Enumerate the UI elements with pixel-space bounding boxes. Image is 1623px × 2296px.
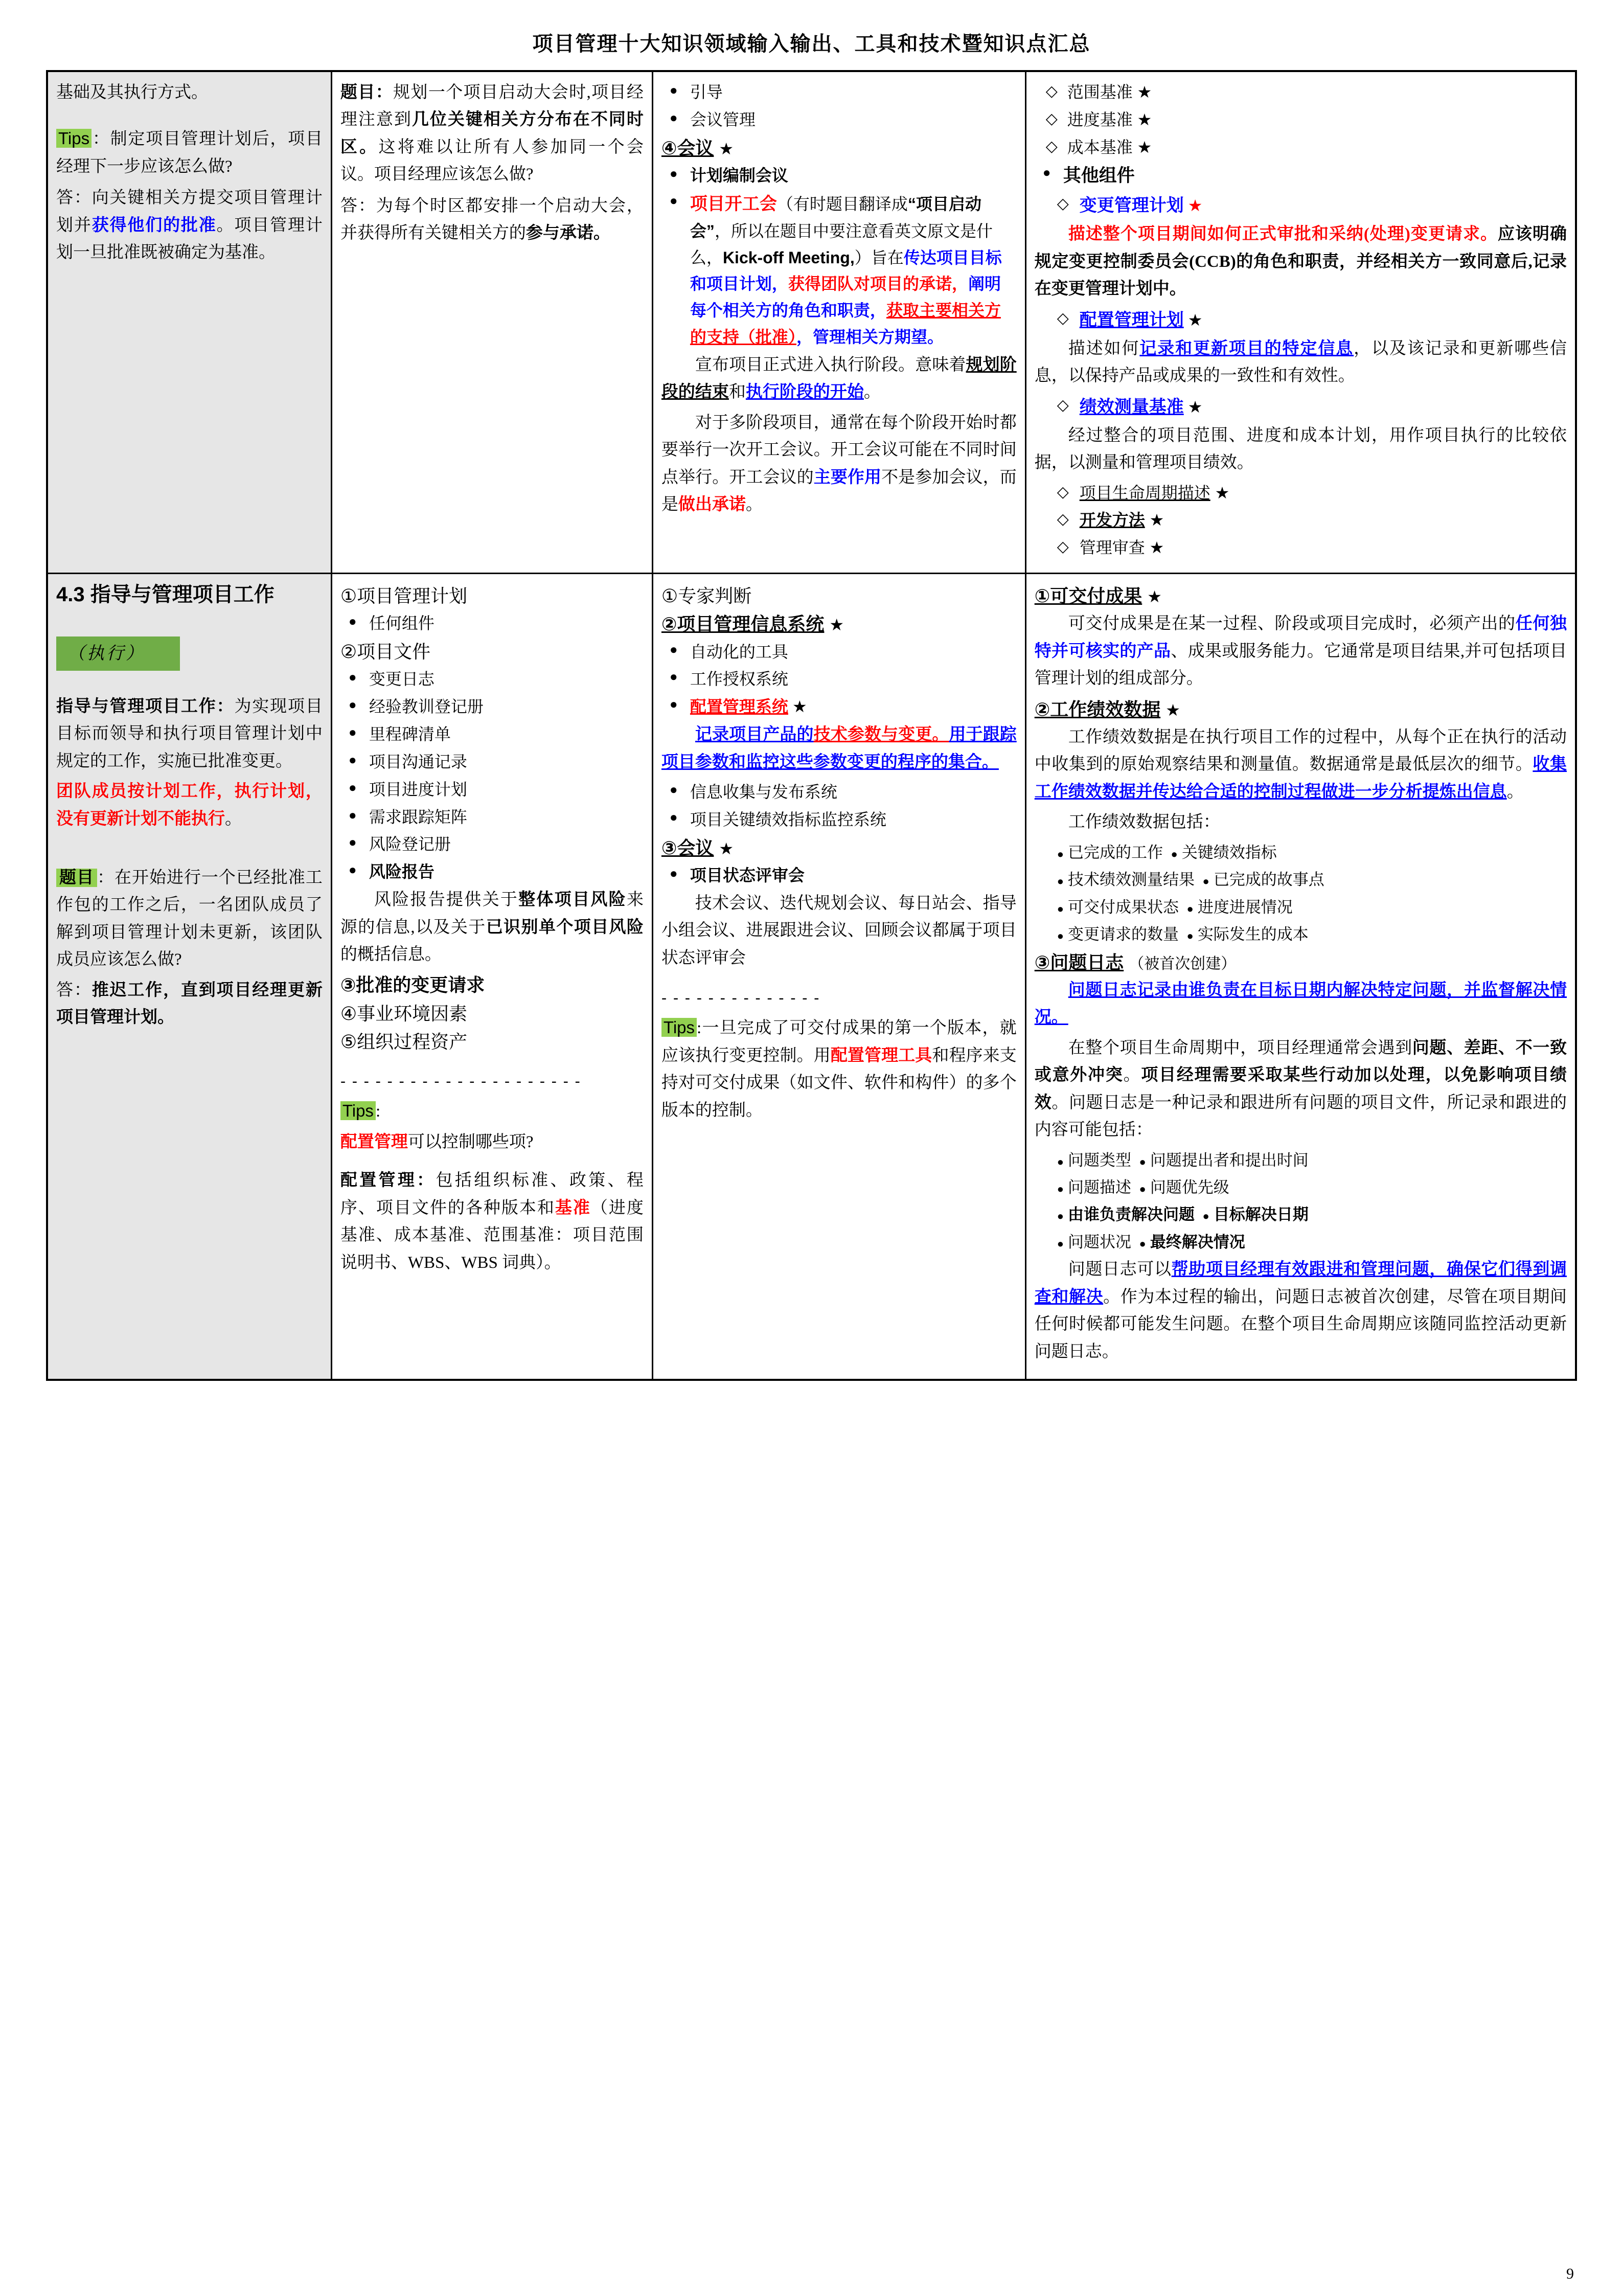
question-text: ：在开始进行一个已经批准工作包的工作之后，一名团队成员了解到项目管理计划未更新，该团队成员应该怎么做? <box>56 869 323 969</box>
answer-block <box>56 977 323 1032</box>
list-item: ● 经验教训登记册 <box>340 694 644 720</box>
list-item: ● 自动化的工具 <box>661 639 1017 666</box>
star-icon: ★ <box>1187 397 1203 416</box>
baseline-label: 范围基准 <box>1067 83 1133 101</box>
declare-paragraph <box>661 352 1017 406</box>
list-item: ● 风险登记册 <box>340 831 644 858</box>
meeting-bullet-list <box>661 163 1017 189</box>
issue-left: ● 由谁负责解决问题 <box>1057 1206 1195 1223</box>
definition-title: 指导与管理项目工作： <box>56 697 235 716</box>
tool-2-label: ②项目管理信息系统 <box>661 613 825 635</box>
input-item-1: ①项目管理计划 <box>340 585 468 607</box>
out2-desc-blue: 收集工作绩效数据并传达给合适的控制过程做进一步分析提炼出信息 <box>1034 755 1567 801</box>
config-body-post: （进度基准、成本基准、范围基准：项目范围说明书、WBS、WBS 词典）。 <box>340 1198 644 1272</box>
config-desc-pre: 描述如何 <box>1068 339 1140 358</box>
kickoff-red-2: 获取主要相关方的支持（批准） <box>690 301 1001 347</box>
tools-bullet-list <box>661 79 1017 133</box>
change-mgmt-block <box>1035 192 1567 220</box>
issue-right: ● 最终解决情况 <box>1139 1233 1245 1251</box>
tips-question: ：制定项目管理计划后，项目经理下一步应该怎么做? <box>56 130 323 176</box>
question-label: 题目： <box>340 83 394 102</box>
input-item-3: ③批准的变更请求 <box>340 974 485 996</box>
wpd-right: ● 实际发生的成本 <box>1187 925 1309 943</box>
risk-desc-post: 的概括信息。 <box>340 945 442 964</box>
list-item <box>1057 839 1567 866</box>
issue-log-content-list <box>1035 1147 1567 1256</box>
list-item <box>1057 1229 1567 1255</box>
star-icon: ★ <box>1165 700 1180 719</box>
question-paragraph <box>340 79 644 189</box>
pmis-sublist-2 <box>661 779 1017 833</box>
star-icon: ★ <box>1147 587 1162 606</box>
meeting-desc: 技术会议、迭代规划会议、每日站会、指导小组会议、进展跟进会议、回顾会议都属于项目状态评审会 <box>661 894 1017 967</box>
kickoff-note-mid: ，所以在题目中要注意看英文原文是什么， <box>690 221 993 267</box>
tips-badge: Tips <box>340 1101 376 1120</box>
list-item <box>1035 134 1567 161</box>
issue-left: ● 问题状况 <box>1057 1233 1131 1251</box>
out2-desc-post: 。 <box>1506 782 1524 801</box>
config-body-red: 基准 <box>555 1198 591 1217</box>
row1-col3-cell <box>652 71 1025 574</box>
tips-question <box>340 1129 644 1156</box>
issue-log-blue-text: 问题日志记录由谁负责在目标日期内解决特定问题，并监督解决情况。 <box>1034 981 1567 1027</box>
pmis-sublist <box>661 639 1017 720</box>
list-item: ● 信息收集与发布系统 <box>661 779 1017 806</box>
risk-desc-pre: 风险报告提供关于 <box>374 891 519 910</box>
input-item-4: ④事业环境因素 <box>340 1003 468 1024</box>
question-badge: 题目 <box>56 869 97 887</box>
kickoff-red-label: 项目开工会 <box>690 194 777 214</box>
change-mgmt-red: 描述整个项目期间如何正式审批和采纳(处理)变更请求。 <box>1068 225 1498 244</box>
star-icon: ★ <box>792 697 807 716</box>
change-mgmt-label: 变更管理计划 <box>1079 196 1184 216</box>
risk-desc-bold-1: 整体项目风险 <box>518 891 627 910</box>
out3-para-bold-1: 问题、差距、不一致或意外冲突 <box>1034 1038 1567 1085</box>
list-item: ● 计划编制会议 <box>661 163 1017 189</box>
config-desc-blue: 记录和更新项目的特定信息 <box>1139 339 1354 358</box>
star-icon: ★ <box>719 139 734 158</box>
content-grid <box>46 70 1577 1381</box>
issue-right: ● 问题提出者和提出时间 <box>1139 1151 1309 1169</box>
star-icon: ★ <box>1137 83 1152 101</box>
answer-text: 为每个时区都安排一个启动大会，并获得所有关键相关方的 <box>340 195 644 242</box>
issue-log-paragraph <box>1035 1035 1567 1144</box>
out3-tail-pre: 问题日志可以 <box>1068 1260 1172 1279</box>
config-system-desc <box>661 721 1017 776</box>
list-item: ● 项目关键绩效指标监控系统 <box>661 807 1017 833</box>
output-1-desc <box>1035 610 1567 692</box>
perf-baseline-desc: 经过整合的项目范围、进度和成本计划，用作项目执行的比较依据，以测量和管理项目绩效。 <box>1034 426 1567 472</box>
out3-tail-blue: 帮助项目经理有效跟进和管理问题，确保它们得到调查和解决 <box>1034 1260 1567 1306</box>
definition-body: 为实现项目目标而领导和执行项目管理计划中规定的工作，实施已批准变更。 <box>56 697 323 770</box>
answer-highlight: 获得他们的批准 <box>92 215 217 234</box>
table-row <box>47 574 1576 1380</box>
wpd-right: ● 关键绩效指标 <box>1171 844 1277 861</box>
input-item-5: ⑤组织过程资产 <box>340 1031 468 1052</box>
tips-text-2: 和程序来支持对可交付成果（如文件、软件和构件）的多个版本的控制。 <box>661 1046 1017 1120</box>
config-definition <box>340 1167 644 1277</box>
definition-paragraph <box>56 693 323 775</box>
output-item-2 <box>1035 696 1567 723</box>
star-icon: ★ <box>1149 538 1164 557</box>
declare-mid: 和 <box>728 383 746 402</box>
risk-desc-bold-2: 已识别单个项目风险 <box>486 918 644 937</box>
kickoff-blue-1: 传达项目目标和项目计划， <box>690 248 1002 293</box>
red-note <box>56 778 323 833</box>
multiphase-end: 。 <box>745 495 763 514</box>
list-item: ● 会议管理 <box>661 107 1017 133</box>
multiphase-pre: 对于多阶段项目，通常在每个阶段开始时都要举行一次开工会议。开工会议可能在不同时间点举行。开工会议的 <box>661 413 1017 487</box>
config-sys-blue-1: 记录项目产品的 <box>695 725 814 744</box>
output-2-label: ②工作绩效数据 <box>1034 698 1161 720</box>
tips-text: :一旦完成了可交付成果的第一个版本，就应该执行变更控制。用 <box>661 1019 1017 1065</box>
list-item: ● 工作授权系统 <box>661 666 1017 693</box>
tips-header <box>340 1097 644 1125</box>
tool-item-3 <box>661 834 1017 861</box>
star-icon: ★ <box>1149 511 1164 530</box>
kickoff-note-close: ）旨在 <box>854 248 904 267</box>
row1-col2-cell <box>331 71 652 574</box>
tips-block <box>56 125 323 180</box>
list-item: ● 需求跟踪矩阵 <box>340 804 644 831</box>
work-performance-data-list <box>1035 839 1567 948</box>
config-system-label: 配置管理系统 <box>690 697 788 716</box>
change-mgmt-rest: 应该明确规定变更控制委员会(CCB)的角色和职责，并经相关方一致同意后,记录在变更管理计划中。 <box>1034 225 1567 299</box>
config-title: 配置管理： <box>340 1171 436 1190</box>
issue-right: ● 问题优先级 <box>1139 1178 1229 1196</box>
tips-question-rest: 可以控制哪些项? <box>407 1132 534 1151</box>
row2-col4-cell <box>1025 574 1576 1380</box>
change-mgmt-desc <box>1035 221 1567 303</box>
answer-block <box>56 184 323 265</box>
answer-label: 答： <box>340 195 376 215</box>
multiphase-blue: 主要作用 <box>813 468 882 487</box>
kickoff-note-open: （有时题目翻译成 <box>776 194 908 213</box>
declare-underline-2: 执行阶段的开始 <box>745 383 864 402</box>
kickoff-blue-3: ，管理相关方期望。 <box>796 328 944 347</box>
kickoff-bullet-list <box>661 190 1017 351</box>
row2-col3-cell <box>652 574 1025 1380</box>
declare-underline-1: 规划阶段的结束 <box>661 355 1017 402</box>
issue-right: ● 目标解决日期 <box>1203 1206 1309 1223</box>
list-item <box>1035 507 1567 534</box>
list-item: ● 风险报告 <box>340 859 644 885</box>
multiphase-paragraph <box>661 410 1017 519</box>
input-2-sublist <box>340 666 644 885</box>
multiphase-mid: 不是参加会议，而是 <box>661 468 1017 514</box>
issue-log-tail <box>1035 1256 1567 1366</box>
tips-badge: Tips <box>661 1018 697 1037</box>
answer-prefix: 答：向关键相关方提交项目管理计划并 <box>56 188 323 234</box>
red-note-end: 。 <box>225 809 242 828</box>
list-item <box>1035 535 1567 561</box>
row1-col1-cell <box>47 71 331 574</box>
list-item <box>1057 1174 1567 1200</box>
risk-desc-mid: 来源的信息,以及关于 <box>340 891 644 937</box>
input-item-2: ②项目文件 <box>340 641 431 663</box>
list-item <box>1035 192 1567 220</box>
phase-badge: （执行） <box>56 636 180 671</box>
tool-item-2 <box>661 610 1017 638</box>
output-item-1 <box>1035 582 1567 609</box>
config-mgmt-label: 配置管理计划 <box>1079 310 1184 330</box>
list-item <box>1035 393 1567 421</box>
input-1-sublist <box>340 610 644 637</box>
wpd-right: ● 进度进展情况 <box>1187 898 1293 916</box>
list-item: ● 项目进度计划 <box>340 777 644 803</box>
tips-colon: : <box>375 1102 381 1121</box>
question-part1: 规划一个项目启动大会时,项目经理注意到 <box>340 83 644 129</box>
out1-desc-pre: 可交付成果是在某一过程、阶段或项目完成时，必须产出的 <box>1068 615 1516 633</box>
list-item <box>1057 894 1567 920</box>
divider: - - - - - - - - - - - - - - <box>661 989 820 1007</box>
list-item <box>1035 107 1567 133</box>
list-item: ● 项目沟通记录 <box>340 749 644 776</box>
question-bold: 几位关键相关方分布在不同时区。 <box>340 110 644 156</box>
issue-log-blue <box>1035 977 1567 1032</box>
output-3-note: （被首次创建） <box>1129 955 1237 972</box>
answer-text: 推迟工作，直到项目经理更新项目管理计划。 <box>56 981 323 1027</box>
list-item: ● 项目状态评审会 <box>661 862 1017 889</box>
star-icon: ★ <box>1187 196 1203 215</box>
out3-para-pre: 在整个项目生命周期中，项目经理通常会遇到 <box>1068 1038 1412 1057</box>
list-item <box>661 694 1017 720</box>
config-body-pre: 包括组织标准、政策、程序、项目文件的各种版本和 <box>340 1171 644 1217</box>
list-item: ● 任何组件 <box>340 610 644 637</box>
declare-pre: 宣布项目正式进入执行阶段。意味着 <box>695 355 966 374</box>
out3-para-mid: 。 <box>1123 1066 1141 1085</box>
wpd-left: ● 已完成的工作 <box>1057 844 1163 861</box>
risk-report-desc <box>340 886 644 968</box>
tool-3-label: ③会议 <box>661 837 714 858</box>
baseline-list <box>1035 79 1567 161</box>
list-item: ● 其他组件 <box>1035 162 1567 191</box>
baseline-label: 进度基准 <box>1067 110 1133 129</box>
question-block <box>56 865 323 974</box>
out2-desc-pre: 工作绩效数据是在执行项目工作的过程中，从每个正在执行的活动中收集到的原始观察结果和测量值。数据通常是最低层次的细节。 <box>1034 728 1567 774</box>
list-item: ● 里程碑清单 <box>340 721 644 748</box>
list-item <box>1057 867 1567 893</box>
tail-label: 开发方法 <box>1079 511 1145 530</box>
out1-desc-blue: 任何独特并可核实的产品 <box>1034 615 1567 661</box>
meeting-sublist <box>661 862 1017 889</box>
list-item <box>1057 1147 1567 1173</box>
list-item <box>1057 1201 1567 1227</box>
tail-label: 项目生命周期描述 <box>1079 483 1210 502</box>
output-1-label: ①可交付成果 <box>1034 585 1142 607</box>
star-icon: ★ <box>829 616 844 634</box>
output-item-3 <box>1035 949 1567 976</box>
baseline-label: 成本基准 <box>1067 138 1133 156</box>
wpd-left: ● 技术绩效测量结果 <box>1057 871 1195 889</box>
page-number: 9 <box>1566 2265 1574 2282</box>
kickoff-english: Kick-off Meeting, <box>722 248 855 267</box>
out3-para-bold-2: 项目经理需要采取某些行动加以处理，以免影响项目绩效 <box>1034 1066 1567 1112</box>
star-icon: ★ <box>1137 110 1152 129</box>
wpd-left: ● 可交付成果状态 <box>1057 898 1179 916</box>
list-item <box>1057 921 1567 947</box>
out3-tail-post: 。作为本过程的输出，问题日志被首次创建，尽管在项目期间任何时候都可能发生问题。在整个项目生命周期应该随同监控活动更新问题日志。 <box>1034 1287 1567 1361</box>
star-icon: ★ <box>1137 138 1152 156</box>
red-note-text: 团队成员按计划工作，执行计划， 没有更新计划不能执行 <box>56 782 323 828</box>
config-sys-blue-2: 用于跟踪项目参数和监控这些参数变更的程序的集合。 <box>661 725 1017 771</box>
issue-left: ● 问题描述 <box>1057 1178 1131 1196</box>
config-mgmt-desc <box>1035 335 1567 390</box>
row2-col1-cell <box>47 574 331 1380</box>
tips-red: 配置管理工具 <box>830 1046 932 1065</box>
list-item <box>661 190 1017 351</box>
row2-col2-cell <box>331 574 652 1380</box>
kickoff-quote: “项目启动会” <box>690 194 981 240</box>
tips-badge: Tips <box>56 129 92 148</box>
output-2-list-title: 工作绩效数据包括： <box>1068 813 1220 832</box>
other-components-list <box>1035 162 1567 191</box>
list-item <box>1035 79 1567 106</box>
declare-end: 。 <box>863 383 881 402</box>
row1-col4-cell <box>1025 71 1576 574</box>
wpd-right: ● 已完成的故事点 <box>1203 871 1324 889</box>
multiphase-red: 做出承诺 <box>678 495 746 514</box>
output-2-desc <box>1035 724 1567 806</box>
issue-left: ● 问题类型 <box>1057 1151 1131 1169</box>
table-row <box>47 71 1576 574</box>
star-icon: ★ <box>1215 483 1230 502</box>
config-sys-red-1: 技术参数与变更。 <box>813 725 949 744</box>
question-part2: 这将难以让所有人参加同一个会议。项目经理应该怎么做? <box>340 138 644 184</box>
wpd-left: ● 变更请求的数量 <box>1057 925 1179 943</box>
star-icon: ★ <box>719 839 734 858</box>
answer-paragraph <box>340 192 644 246</box>
answer-label: 答： <box>56 981 92 999</box>
page-title: 项目管理十大知识领域输入输出、工具和技术暨知识点汇总 <box>532 32 1091 55</box>
star-icon: ★ <box>1187 310 1203 329</box>
list-item <box>1035 306 1567 334</box>
out3-para-post: 。问题日志是一种记录和跟进所有问题的项目文件，所记录和跟进的内容可能包括： <box>1034 1093 1567 1140</box>
config-mgmt-block <box>1035 306 1567 334</box>
list-item: ● 变更日志 <box>340 666 644 693</box>
tool-item-1: ①专家判断 <box>661 585 752 607</box>
perf-baseline-block <box>1035 393 1567 421</box>
section-4-meetings <box>661 134 1017 162</box>
list-item <box>1035 480 1567 507</box>
kickoff-red-1: 获得团队对项目的承诺， <box>788 275 968 293</box>
tips-question-red: 配置管理 <box>340 1132 408 1151</box>
divider: - - - - - - - - - - - - - - - - - - - - - <box>340 1072 581 1090</box>
answer-bold: 参与承诺。 <box>525 223 610 242</box>
answer-suffix: 。项目管理计划一旦批准既被确定为基准。 <box>56 215 323 262</box>
tail-label: 管理审查 <box>1079 538 1145 557</box>
list-item: ● 引导 <box>661 79 1017 106</box>
section-4-label: ④会议 <box>661 137 714 158</box>
perf-baseline-label: 绩效测量基准 <box>1079 397 1184 417</box>
section-title: 4.3 指导与管理项目工作 <box>56 583 275 606</box>
kickoff-blue-2: 阐明每个相关方的角色和职责， <box>690 275 1001 320</box>
continued-text: 基础及其执行方式。 <box>56 83 208 102</box>
tips-block <box>661 1014 1017 1124</box>
config-desc-post: ，以及该记录和更新哪些信息，以保持产品或成果的一致性和有效性。 <box>1034 339 1567 385</box>
out1-desc-post: 、成果或服务能力。它通常是项目结果,并可包括项目管理计划的组成部分。 <box>1034 642 1567 688</box>
output-3-label: ③问题日志 <box>1034 951 1124 973</box>
tail-item-list <box>1035 480 1567 561</box>
